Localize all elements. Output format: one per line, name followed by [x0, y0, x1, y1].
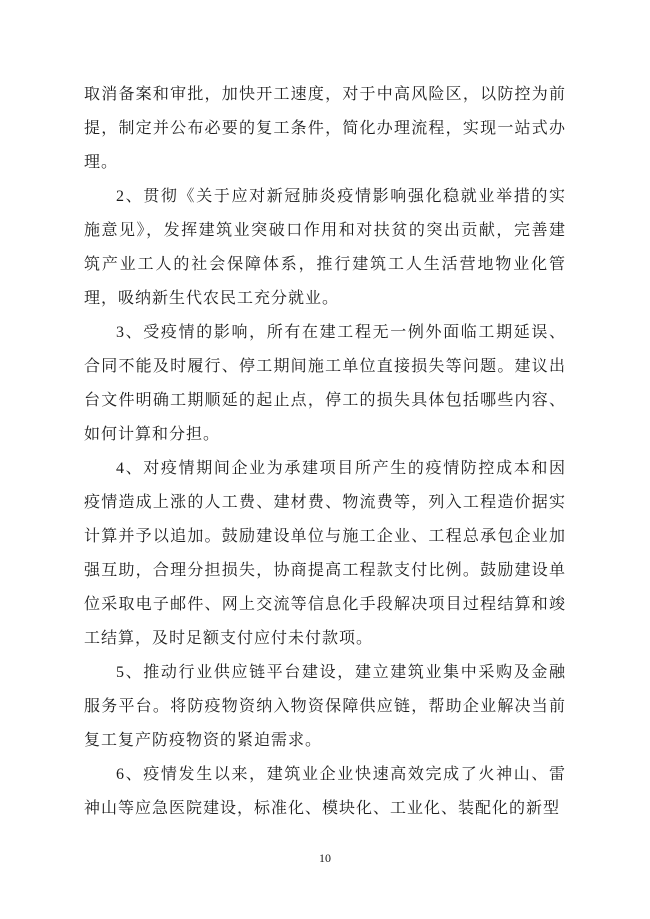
paragraph: 2、贯彻《关于应对新冠肺炎疫情影响强化稳就业举措的实施意见》，发挥建筑业突破口作用和对扶贫的突出贡献，完善建筑产业工人的社会保障体系，推行建筑工人生活营地物业化管理，吸纳新生代农民工充分就业。: [84, 188, 566, 307]
document-body: [84, 78, 566, 826]
paragraph: 5、推动行业供应链平台建设，建立建筑业集中采购及金融服务平台。将防疫物资纳入物资保障供应链，帮助企业解决当前复工复产防疫物资的紧迫需求。: [84, 664, 566, 749]
paragraph: 3、受疫情的影响，所有在建工程无一例外面临工期延误、合同不能及时履行、停工期间施工单位直接损失等问题。建议出台文件明确工期顺延的起止点，停工的损失具体包括哪些内容、如何计算和分担。: [84, 324, 566, 443]
paragraph: 取消备案和审批，加快开工速度，对于中高风险区，以防控为前提，制定并公布必要的复工条件，简化办理流程，实现一站式办理。: [84, 86, 566, 171]
paragraph: 4、对疫情期间企业为承建项目所产生的疫情防控成本和因疫情造成上涨的人工费、建材费、物流费等，列入工程造价据实计算并予以追加。鼓励建设单位与施工企业、工程总承包企业加强互助，合理分担损失，协商提高工程款支付比例。鼓励建设单位采取电子邮件、网上交流等信息化手段解决项目过程结算和竣工结算，及时足额支付应付未付款项。: [84, 460, 566, 647]
page-number: 10: [319, 851, 331, 865]
paragraph: 6、疫情发生以来，建筑业企业快速高效完成了火神山、雷神山等应急医院建设，标准化、模块化、工业化、装配化的新型: [84, 766, 566, 817]
